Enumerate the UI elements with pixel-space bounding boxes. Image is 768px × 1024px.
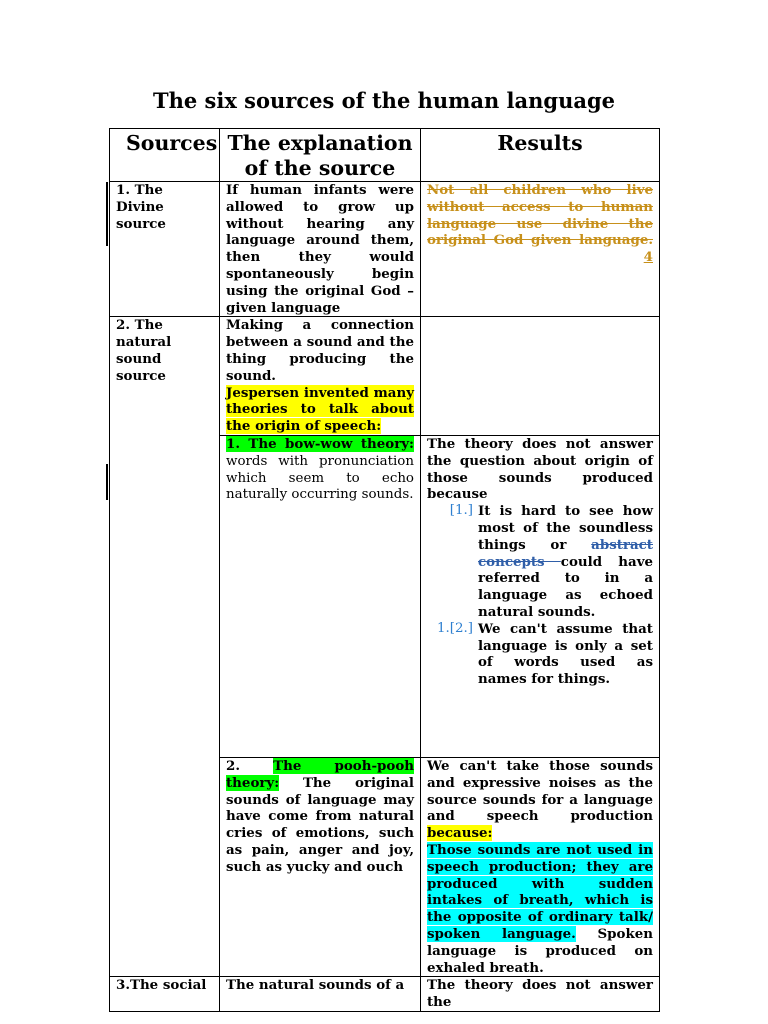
source-cell: 1. The Divine source (110, 182, 220, 317)
theory-text: The original sounds of language may have come from natural cries of emotions, such as pain, anger and joy, such as yucky and ouch (226, 774, 414, 875)
result-intro: The theory does not answer the question about origin of those sounds produced because (427, 435, 653, 503)
header-sources: Sources (110, 129, 220, 182)
list-text: We can't assume that language is only a set of words used as names for things. (478, 620, 653, 688)
sources-table (109, 128, 660, 1012)
list-text: It is hard to see how most of the soundless things or (478, 503, 653, 553)
explanation-text: Making a connection between a sound and the thing producing the sound. (226, 317, 414, 384)
page-title: The six sources of the human language (152, 88, 616, 113)
explanation-cell (220, 757, 421, 976)
deleted-text: abstract concepts (478, 536, 653, 570)
header-results: Results (421, 129, 660, 182)
result-cell (421, 317, 660, 436)
explanation-cell: The natural sounds of a (220, 977, 421, 1012)
explanation-cell: If human infants were allowed to grow up without hearing any language around them, then they would spontaneously begin using the original God – given language (220, 182, 421, 317)
theory-number: 2. (226, 757, 274, 774)
theory-text: words with pronunciation which seem to echo naturally occurring sounds. (226, 453, 414, 503)
change-bar (106, 182, 108, 246)
table-row (110, 182, 660, 317)
result-cell: The theory does not answer the (421, 977, 660, 1012)
list-marker: [1.] (449, 503, 473, 519)
highlighted-text: Jespersen invented many theories to talk about the origin of speech: (226, 384, 414, 435)
result-list (427, 503, 653, 688)
list-marker: 1.[2.] (436, 620, 473, 636)
header-explanation: The explanation of the source (220, 129, 421, 182)
table-row (110, 977, 660, 1012)
source-cell: 3.The social (110, 977, 220, 1012)
result-cell (421, 435, 660, 757)
list-item (427, 621, 653, 688)
change-bar (106, 464, 108, 500)
footnote-number: 4 (643, 249, 653, 266)
result-text: Spoken language is produced on exhaled breath. (427, 925, 653, 976)
theory-title: The pooh-pooh theory: (226, 757, 414, 791)
list-item (427, 503, 653, 621)
table-header-row (110, 129, 660, 182)
deleted-text: Not all children who live without access to human language use divine the original God given language. (427, 182, 653, 249)
cyan-highlighted-text: Those sounds are not used in speech production; they are produced with sudden intakes of breath, which is the opposite of ordinary talk/ spoken language. (427, 841, 653, 942)
theory-title: 1. The bow-wow theory: (226, 435, 414, 452)
result-intro: We can't take those sounds and expressive noises as the source sounds for a language and speech production (427, 757, 653, 825)
result-cell (421, 757, 660, 976)
highlighted-text: because: (427, 825, 493, 842)
table-row (110, 317, 660, 436)
list-text: could have referred to in a language as echoed natural sounds. (478, 553, 653, 620)
explanation-cell (220, 317, 421, 436)
result-cell (421, 182, 660, 317)
source-cell: 2. The natural sound source (110, 317, 220, 977)
explanation-cell (220, 435, 421, 757)
